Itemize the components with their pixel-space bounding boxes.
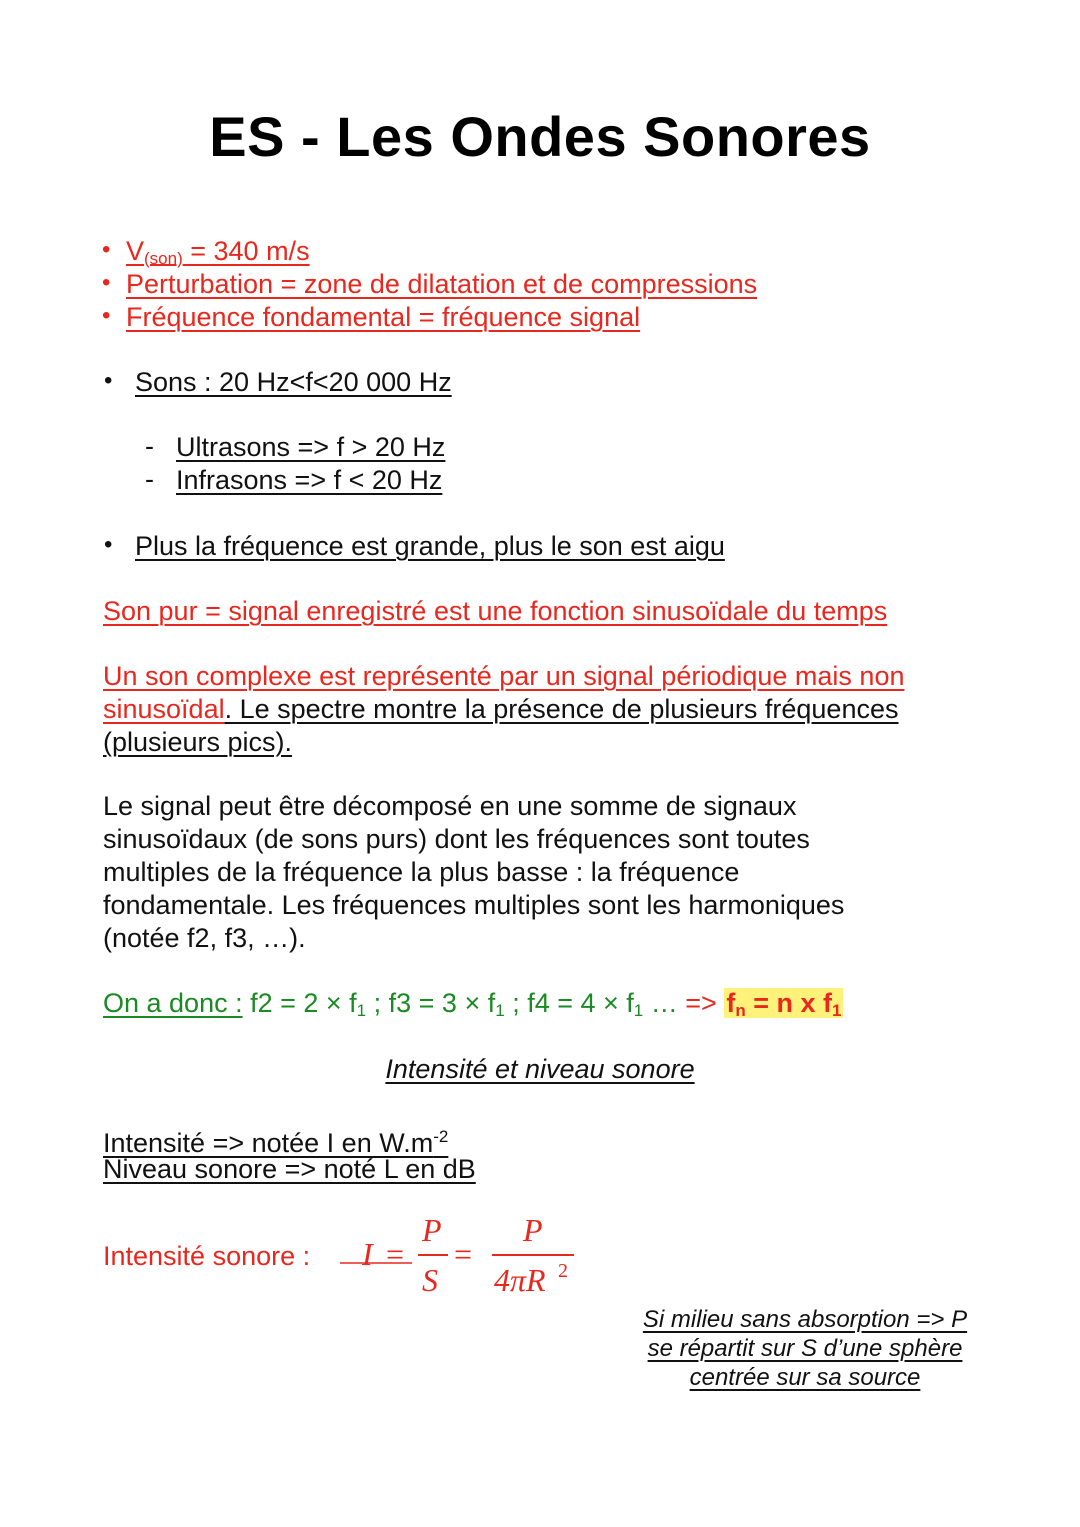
section-heading: Intensité et niveau sonore	[385, 1054, 695, 1084]
intensity-formula	[340, 1205, 590, 1300]
formula-equals-2: =	[454, 1236, 473, 1272]
decomposition-paragraph: Le signal peut être décomposé en une somme de signaux sinusoïdaux (de sons purs) dont les fréquences sont toutes multiples de la fréquence la plus basse : la fréquence fondamentale. Les fréquences multiples sont les harmoniques (notée f2, f3, …).	[103, 791, 845, 953]
son-pur-definition: Son pur = signal enregistré est une fonction sinusoïdale du temps	[103, 596, 888, 626]
page-title: ES - Les Ondes Sonores	[209, 105, 871, 168]
niveau-sonore-definition: Niveau sonore => noté L en dB	[103, 1154, 476, 1184]
formula-denominator: 4πR	[494, 1262, 546, 1298]
sons-range: Sons : 20 Hz<f<20 000 Hz	[135, 367, 452, 397]
formula-square: 2	[558, 1260, 568, 1282]
bullet-dot: •	[104, 531, 113, 558]
bullet-speed-of-sound: $V_{(son)} = 340$ m/s	[126, 236, 310, 268]
dash-marker: -	[145, 464, 154, 494]
bullet-dot: •	[102, 236, 111, 263]
formula-S: S	[422, 1262, 438, 1298]
bullet-dot: •	[102, 269, 111, 296]
formula-P-1: P	[422, 1212, 442, 1248]
son-complexe-paragraph: Un son complexe est représenté par un signal périodique mais non sinusoïdal. Le spectre montre la présence de plusieurs fréquences (plusieurs pics).	[103, 661, 905, 757]
formula-I: I	[362, 1236, 373, 1272]
ultrasons-line: Ultrasons => f > 20 Hz	[176, 432, 446, 462]
formula-equals-1: =	[386, 1236, 405, 1272]
absorption-note: Si milieu sans absorption => P se répartit sur S d’une sphère centrée sur sa source	[642, 1306, 968, 1391]
frequence-aigu-line: Plus la fréquence est grande, plus le son est aigu	[135, 531, 725, 561]
dash-marker: -	[145, 431, 154, 461]
fn-highlight: $f_n = n$ x $f_1$	[726, 988, 842, 1020]
intensite-definition: Intensité => notée I en $W.m^{-2}$	[103, 1127, 449, 1158]
bullet-dot: •	[102, 302, 111, 329]
formula-label: Intensité sonore :	[103, 1241, 311, 1271]
bullet-dot: •	[104, 367, 113, 394]
bullet-perturbation: Perturbation = zone de dilatation et de compressions	[126, 269, 758, 299]
formula-P-2: P	[523, 1212, 543, 1248]
harmonics-formula-line: On a donc : $f2 = 2 \times f_1$ ; $f3 = 3 \times f_1$ ; $f4 = 4 \times f_1$ … => $f_n = n$ x $f_1$	[103, 988, 842, 1020]
bullet-frequence-fondamental: Fréquence fondamental = fréquence signal	[126, 302, 641, 332]
infrasons-line: Infrasons => f < 20 Hz	[176, 465, 443, 495]
